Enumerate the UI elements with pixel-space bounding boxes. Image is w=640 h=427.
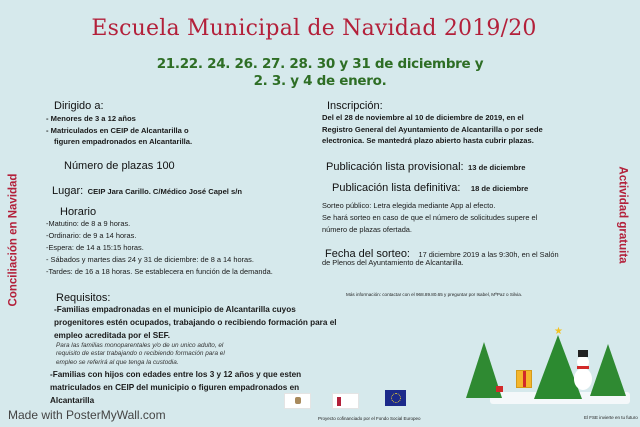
horario-item: -Matutino: de 8 a 9 horas. bbox=[46, 219, 131, 228]
requisitos-note: Para las familias monoparentales y/o de un unico adulto, el requisito de estar trabajando o recibiendo formación para el empleo se referirá al que tenga la custodia. bbox=[56, 342, 225, 366]
christmas-illustration bbox=[460, 326, 630, 420]
side-label-right-text: Actividad gratuita bbox=[617, 166, 630, 264]
dirigido-item: - Menores de 3 a 12 años bbox=[46, 114, 136, 123]
poster-title: Escuela Municipal de Navidad 2019/20 bbox=[91, 16, 537, 41]
dirigido-item: - Matriculados en CEIP de Alcantarilla o bbox=[46, 125, 189, 135]
side-label-left-text: Conciliación en Navidad bbox=[7, 173, 20, 307]
lugar-label: Lugar: bbox=[52, 185, 84, 197]
inscripcion-text: Del el 28 de noviembre al 10 de diciembre de 2019, en el Registro General del Ayuntamiento de Alcantarilla o por sede electronica. Se mantedrá plazo abierto hasta cubrir plazas. bbox=[322, 113, 543, 145]
dirigido-heading: Dirigido a: bbox=[54, 100, 104, 112]
fecha-sorteo-label: Fecha del sorteo: bbox=[325, 248, 410, 260]
star-icon: ★ bbox=[554, 326, 563, 337]
horario-item: -Ordinario: de 9 a 14 horas. bbox=[46, 231, 137, 240]
dates-line-2: 2. 3. y 4 de enero. bbox=[253, 73, 387, 89]
eu-flag-icon bbox=[385, 390, 406, 406]
side-label-left bbox=[2, 165, 24, 315]
side-label-right bbox=[612, 155, 634, 275]
dirigido-item: figuren empadronados en Alcantarilla. bbox=[54, 137, 193, 146]
horario-heading: Horario bbox=[60, 206, 97, 218]
fse-caption: Proyecto cofinanciado por el Fondo Social Europeo bbox=[318, 416, 421, 421]
requisitos-item-1: -Familias empadronadas en el municipio de Alcantarilla cuyos progenitores estén ocupados, trabajando o recibiendo formación para el empleo acreditada por el SEF. bbox=[54, 305, 337, 340]
hat-icon bbox=[578, 350, 588, 357]
small-gift-icon bbox=[496, 386, 503, 392]
definitiva-label: Publicación lista definitiva: bbox=[332, 182, 461, 194]
fecha-sorteo-value: 17 diciembre 2019 a las 9:30h, en el Salón bbox=[418, 250, 559, 259]
plazas-text: Número de plazas 100 bbox=[64, 160, 175, 172]
publicacion-definitiva bbox=[332, 178, 528, 196]
horario-item: - Sábados y martes dias 24 y 31 de diciembre: de 8 a 14 horas. bbox=[46, 255, 254, 264]
inscripcion-heading: Inscripción: bbox=[327, 100, 383, 112]
provisional-label: Publicación lista provisional: bbox=[326, 161, 464, 173]
horario-list bbox=[46, 218, 273, 278]
provisional-value: 13 de diciembre bbox=[468, 163, 526, 172]
pine-tree-icon bbox=[590, 344, 626, 396]
dates-line-1: 21.22. 24. 26. 27. 28. 30 y 31 de diciembre y bbox=[156, 56, 484, 72]
fecha-sorteo-line2: de Plenos del Ayuntamiento de Alcantarilla. bbox=[322, 258, 464, 267]
requisitos-heading: Requisitos: bbox=[56, 292, 111, 304]
horario-item: -Tardes: de 16 a 18 horas. Se establecera en función de la demanda. bbox=[46, 267, 273, 276]
lugar-row bbox=[52, 181, 242, 199]
gift-icon bbox=[516, 370, 532, 388]
requisitos-item-2: -Familias con hijos con edades entre los 3 y 12 años y que esten matriculados en CEIP del municipio o figuren empadronados en Alcantarilla bbox=[50, 370, 302, 405]
horario-item: -Espera: de 14 a 15:15 horas. bbox=[46, 243, 144, 252]
snowman-body bbox=[574, 368, 592, 390]
christmas-tree-icon bbox=[534, 335, 582, 399]
lugar-value: CEIP Jara Carillo. C/Médico José Capel s/n bbox=[87, 187, 242, 196]
region-murcia-logo bbox=[332, 393, 359, 409]
definitiva-value: 18 de diciembre bbox=[470, 184, 529, 193]
publicacion-provisional bbox=[326, 157, 525, 175]
fse-slogan: El FSE invierte en tu futuro bbox=[584, 415, 638, 420]
scarf-icon bbox=[577, 366, 589, 369]
sorteo-text: Sorteo público: Letra elegida mediante App al efecto. Se hará sorteo en caso de que el número de solicitudes supere el número de plazas ofertada. bbox=[322, 201, 538, 234]
watermark: Made with PosterMyWall.com bbox=[8, 408, 166, 422]
dirigido-list bbox=[46, 113, 192, 148]
mas-informacion: Más información: contactar con el 968.89.80.65 y preguntar por Isabel, MªPaz o Silvia. bbox=[346, 292, 523, 297]
ayuntamiento-logo bbox=[284, 393, 311, 409]
